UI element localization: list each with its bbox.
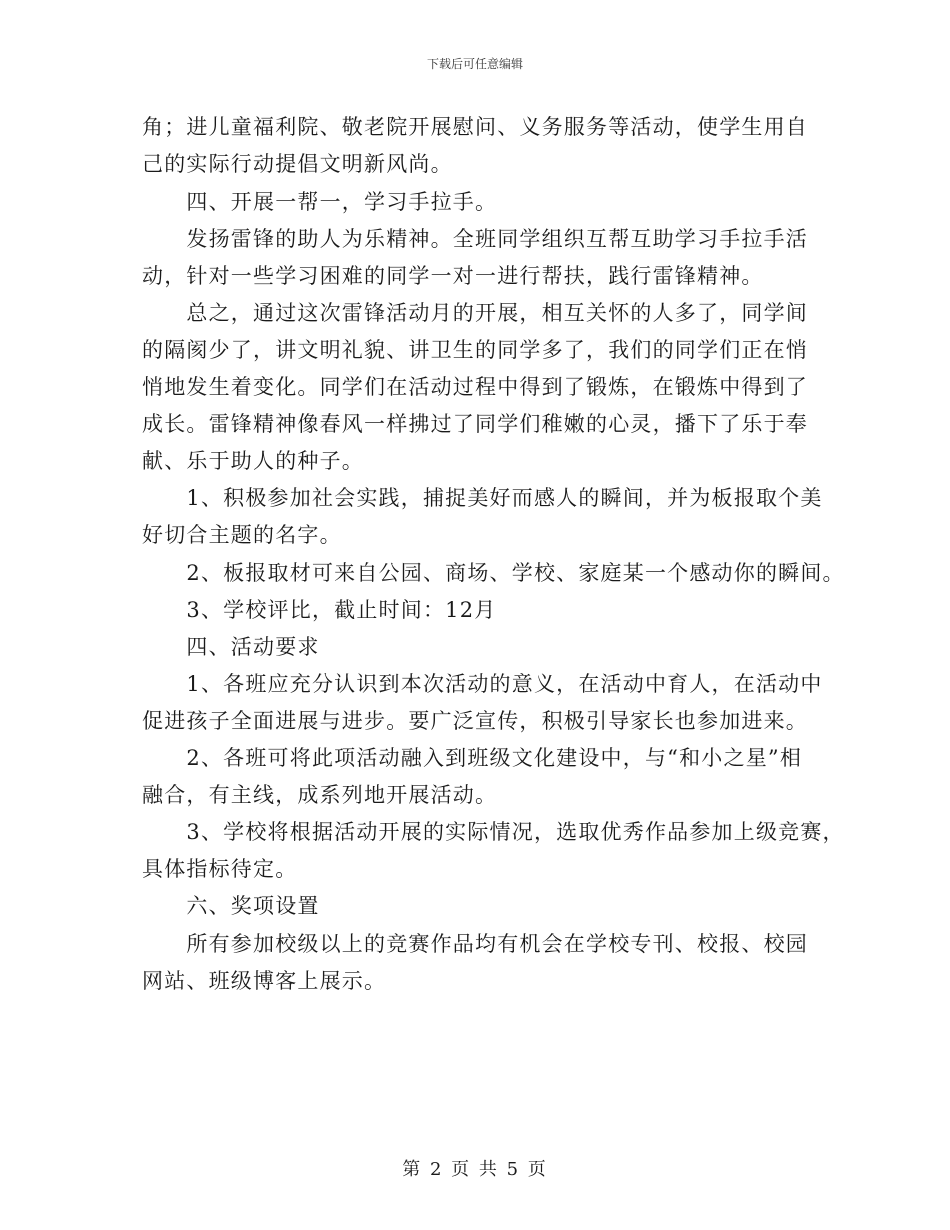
text-line: 具体指标待定。 [142,857,298,881]
text-line: 四、开展一帮一，学习手拉手。 [142,190,498,214]
text-line: 1、各班应充分认识到本次活动的意义，在活动中育人，在活动中 [142,672,823,696]
text-line: 好切合主题的名字。 [142,523,342,547]
text-line: 己的实际行动提倡文明新风尚。 [142,152,453,176]
text-line: 网站、班级博客上展示。 [142,969,387,993]
text-line: 所有参加校级以上的竞赛作品均有机会在学校专刊、校报、校园 [142,932,808,956]
text-line: 四、活动要求 [142,635,320,659]
text-line: 3、学校将根据活动开展的实际情况，选取优秀作品参加上级竞赛， [142,820,845,844]
text-line: 发扬雷锋的助人为乐精神。全班同学组织互帮互助学习手拉手活 [142,227,808,251]
text-line: 2、各班可将此项活动融入到班级文化建设中，与“和小之星”相 [142,746,803,770]
text-line: 融合，有主线，成系列地开展活动。 [142,783,498,807]
text-line: 2、板报取材可来自公园、商场、学校、家庭某一个感动你的瞬间。 [142,561,845,585]
text-line: 总之，通过这次雷锋活动月的开展，相互关怀的人多了，同学间 [142,301,808,325]
text-line: 悄地发生着变化。同学们在活动过程中得到了锻炼，在锻炼中得到了 [142,375,808,399]
text-line: 六、奖项设置 [142,894,320,918]
text-line: 的隔阂少了，讲文明礼貌、讲卫生的同学多了，我们的同学们正在悄 [142,338,808,362]
page-number: 第 2 页 共 5 页 [402,1159,548,1180]
text-line: 献、乐于助人的种子。 [142,449,364,473]
text-line: 3、学校评比，截止时间：12月 [142,598,497,622]
text-line: 促进孩子全面进展与进步。要广泛宣传，积极引导家长也参加进来。 [142,709,808,733]
text-line: 动，针对一些学习困难的同学一对一进行帮扶，践行雷锋精神。 [142,264,764,288]
text-line: 角；进儿童福利院、敬老院开展慰问、义务服务等活动，使学生用自 [142,115,808,139]
page-header: 下载后可任意编辑 [426,57,523,71]
text-line: 1、积极参加社会实践，捕捉美好而感人的瞬间，并为板报取个美 [142,486,823,510]
text-line: 成长。雷锋精神像春风一样拂过了同学们稚嫩的心灵，播下了乐于奉 [142,412,808,436]
